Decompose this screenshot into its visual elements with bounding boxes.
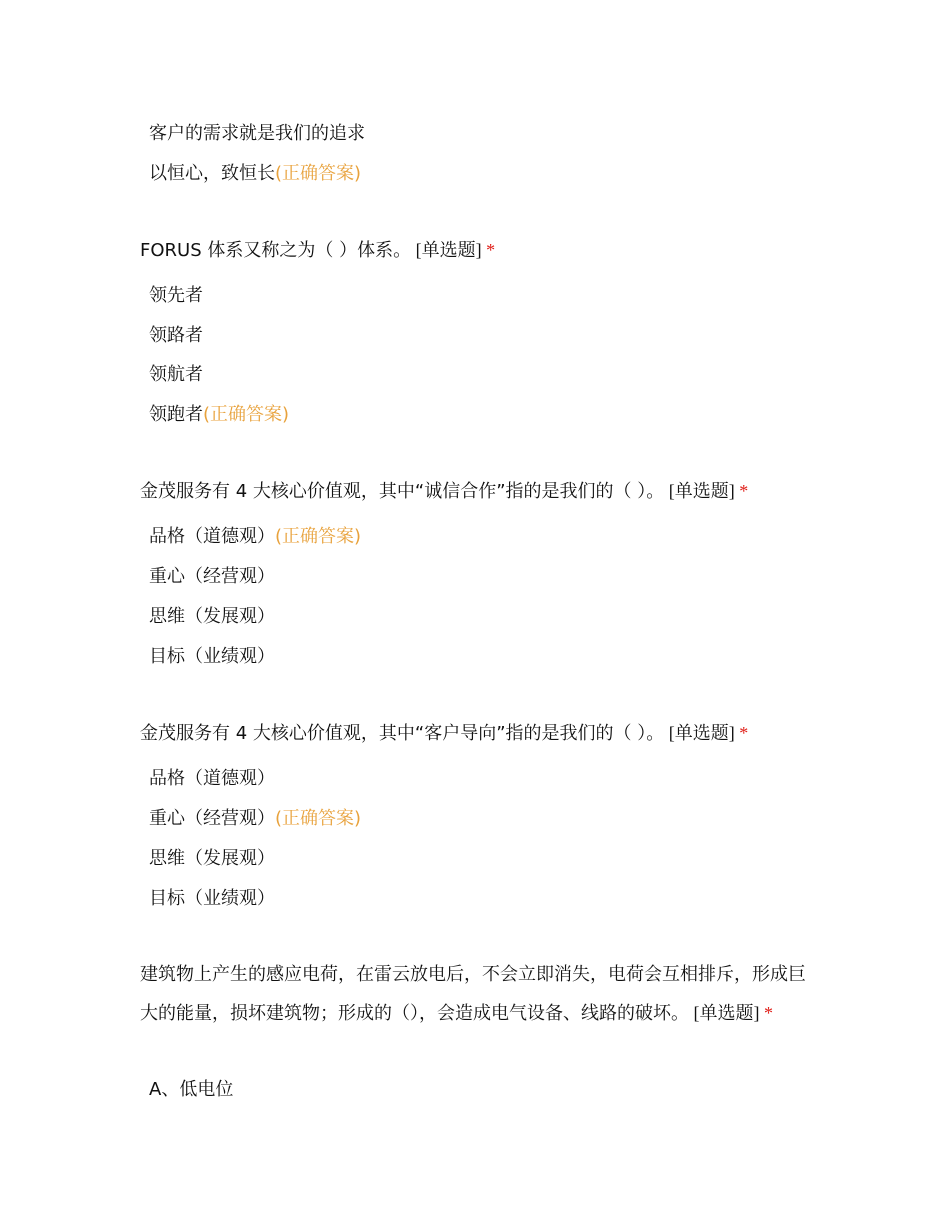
q2-option-3 — [149, 604, 275, 630]
question-type: [单选题] — [693, 1003, 760, 1023]
option-label: 领跑者 — [149, 404, 203, 425]
option-label: 目标（业绩观） — [149, 646, 275, 667]
q1-option-4 — [149, 402, 289, 428]
question-type: [单选题] — [415, 240, 482, 260]
q1-option-3 — [149, 362, 203, 388]
question-4 — [140, 955, 815, 1033]
required-marker: * — [739, 723, 749, 743]
question-text: 建筑物上产生的感应电荷，在雷云放电后，不会立即消失，电荷会互相排斥，形成巨大的能量，损坏建筑物；形成的（），会造成电气设备、线路的破坏。 — [140, 964, 806, 1024]
option-label: A、低电位 — [149, 1079, 234, 1100]
question-text: 金茂服务有 4 大核心价值观，其中“诚信合作”指的是我们的（ ）。 — [140, 481, 665, 502]
option-label: 领航者 — [149, 364, 203, 385]
q0-option-1 — [149, 121, 365, 147]
question-type: [单选题] — [668, 723, 735, 743]
option-label: 客户的需求就是我们的追求 — [149, 123, 365, 144]
required-marker: * — [486, 240, 496, 260]
correct-answer-marker: (正确答案) — [275, 163, 362, 184]
option-label: 领先者 — [149, 285, 203, 306]
option-label: 领路者 — [149, 325, 203, 346]
question-2 — [140, 472, 815, 511]
question-type: [单选题] — [668, 481, 735, 501]
correct-answer-marker: (正确答案) — [275, 808, 362, 829]
option-label: 品格（道德观） — [149, 526, 275, 547]
option-label: 以恒心，致恒长 — [149, 163, 275, 184]
q3-option-3 — [149, 846, 275, 872]
question-3 — [140, 714, 815, 753]
q2-option-1 — [149, 524, 361, 550]
correct-answer-marker: (正确答案) — [275, 526, 362, 547]
option-label: 重心（经营观） — [149, 566, 275, 587]
option-label: 思维（发展观） — [149, 606, 275, 627]
correct-answer-marker: (正确答案) — [203, 404, 290, 425]
option-label: 品格（道德观） — [149, 768, 275, 789]
q3-option-2 — [149, 806, 361, 832]
q2-option-2 — [149, 564, 275, 590]
q4-option-1 — [149, 1077, 233, 1103]
option-label: 目标（业绩观） — [149, 888, 275, 909]
q1-option-1 — [149, 283, 203, 309]
q1-option-2 — [149, 323, 203, 349]
option-label: 思维（发展观） — [149, 848, 275, 869]
question-text: 金茂服务有 4 大核心价值观，其中“客户导向”指的是我们的（ ）。 — [140, 723, 665, 744]
question-text: FORUS 体系又称之为（ ）体系。 — [140, 240, 412, 261]
q3-option-4 — [149, 886, 275, 912]
required-marker: * — [764, 1003, 773, 1023]
q3-option-1 — [149, 766, 275, 792]
question-1 — [140, 231, 815, 270]
q0-option-2 — [149, 161, 361, 187]
option-label: 重心（经营观） — [149, 808, 275, 829]
q2-option-4 — [149, 644, 275, 670]
required-marker: * — [739, 481, 749, 501]
